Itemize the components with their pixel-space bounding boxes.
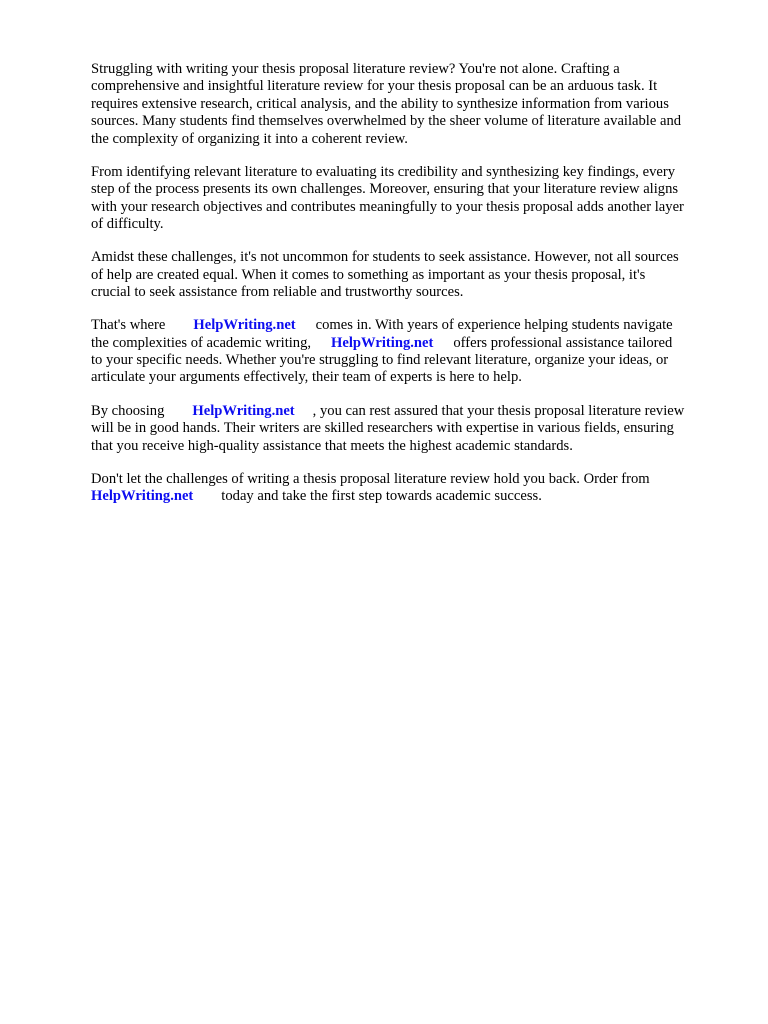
- intro-paragraph: [91, 61, 727, 148]
- text-line: of difficulty.: [91, 216, 164, 233]
- text-fragment: comes in. With years of experience helping students navigate: [315, 317, 673, 334]
- text-line: Don't let the challenges of writing a thesis proposal literature review hold you back. Order from: [91, 470, 650, 487]
- helpwriting-link[interactable]: HelpWriting.net: [193, 317, 296, 334]
- text-line: that you receive high-quality assistance that meets the highest academic standards.: [91, 437, 573, 454]
- text-line: the complexity of organizing it into a coherent review.: [91, 130, 408, 147]
- document-page: [91, 61, 727, 521]
- text-line: [91, 335, 727, 352]
- helpwriting-link[interactable]: HelpWriting.net: [331, 334, 434, 351]
- text-fragment: today and take the first step towards academic success.: [221, 488, 542, 505]
- text-line: with your research objectives and contributes meaningfully to your thesis proposal adds another layer: [91, 198, 684, 215]
- text-line: [91, 317, 727, 334]
- text-fragment: By choosing: [91, 402, 165, 419]
- helpwriting-link[interactable]: HelpWriting.net: [192, 402, 295, 419]
- text-line: Struggling with writing your thesis proposal literature review? You're not alone. Crafting a: [91, 61, 620, 77]
- text-fragment: , you can rest assured that your thesis proposal literature review: [312, 402, 685, 419]
- text-line: comprehensive and insightful literature review for your thesis proposal can be an arduous task. It: [91, 78, 658, 95]
- text-line: [91, 488, 727, 505]
- text-line: From identifying relevant literature to evaluating its credibility and synthesizing key findings, every: [91, 163, 676, 180]
- text-fragment: the complexities of academic writing,: [91, 334, 312, 351]
- text-line: Amidst these challenges, it's not uncommon for students to seek assistance. However, not all sources: [91, 249, 679, 266]
- choosing-paragraph: [91, 403, 727, 455]
- text-line: to your specific needs. Whether you're struggling to find relevant literature, organize your ideas, or: [91, 352, 669, 369]
- text-line: will be in good hands. Their writers are skilled researchers with expertise in various fields, ensuring: [91, 420, 674, 437]
- service-paragraph: [91, 317, 727, 387]
- text-fragment: That's where: [91, 317, 166, 334]
- text-fragment: offers professional assistance tailored: [453, 334, 673, 351]
- text-line: requires extensive research, critical analysis, and the ability to synthesize information from various: [91, 95, 669, 112]
- closing-paragraph: [91, 471, 727, 506]
- text-line: of help are created equal. When it comes to something as important as your thesis proposal, it's: [91, 266, 646, 283]
- text-line: [91, 403, 727, 420]
- text-line: crucial to seek assistance from reliable and trustworthy sources.: [91, 284, 464, 301]
- assistance-paragraph: [91, 249, 727, 301]
- helpwriting-link[interactable]: HelpWriting.net: [91, 488, 194, 505]
- process-paragraph: [91, 164, 727, 234]
- text-line: step of the process presents its own challenges. Moreover, ensuring that your literature review aligns: [91, 181, 679, 198]
- text-line: sources. Many students find themselves overwhelmed by the sheer volume of literature available and: [91, 113, 682, 130]
- text-line: articulate your arguments effectively, their team of experts is here to help.: [91, 369, 522, 386]
